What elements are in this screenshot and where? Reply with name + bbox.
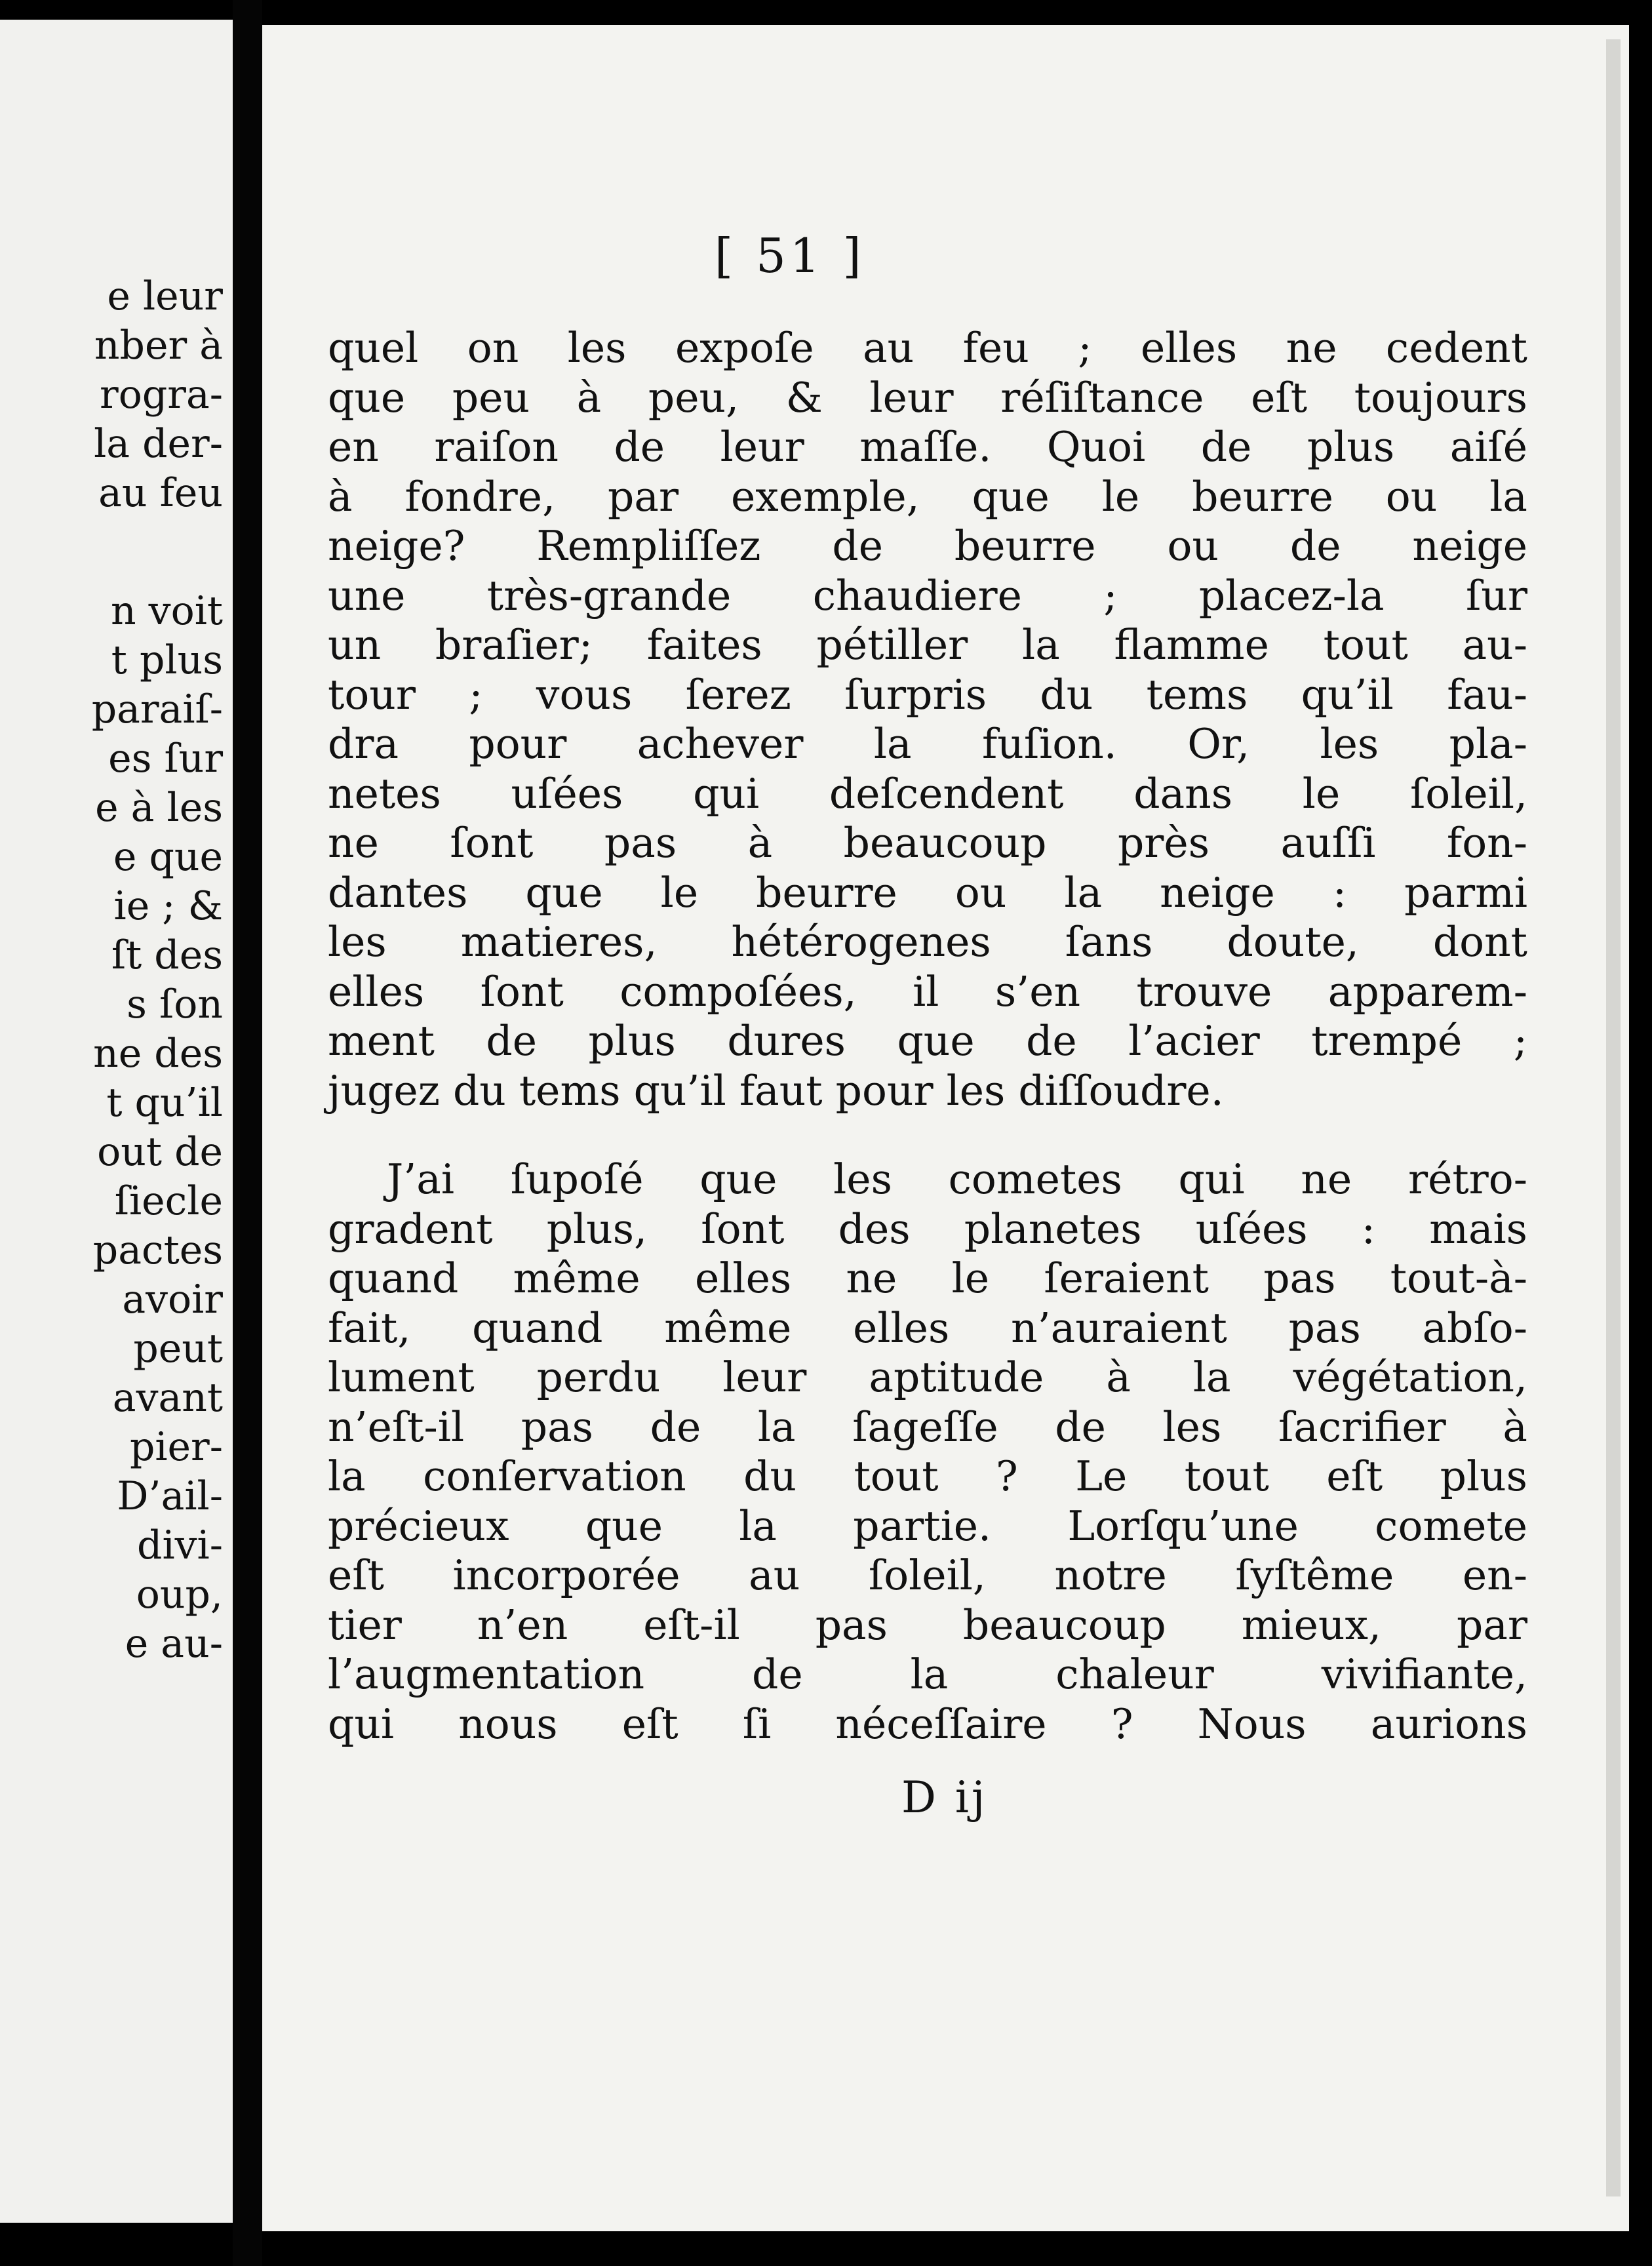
text-line: neige? Rempliſſez de beurre ou de neige bbox=[328, 522, 1527, 570]
left-page-line: pier- bbox=[129, 1424, 223, 1470]
right-page bbox=[262, 25, 1629, 2231]
text-line: gradent plus, ſont des planetes uſées : mais bbox=[328, 1204, 1527, 1253]
left-page-text bbox=[0, 272, 223, 1669]
left-page-line: avoir bbox=[122, 1277, 223, 1322]
text-line: en raiſon de leur maſſe. Quoi de plus aiſé bbox=[328, 423, 1527, 471]
text-line: dra pour achever la fuſion. Or, les pla- bbox=[328, 720, 1527, 768]
text-line: à fondre, par exemple, que le beurre ou la bbox=[328, 472, 1527, 521]
text-line: n’eſt-il pas de la ſageſſe de les ſacrifier à bbox=[328, 1402, 1527, 1451]
left-page-line: peut bbox=[133, 1326, 223, 1372]
left-page-line: es ſur bbox=[108, 736, 223, 782]
text-line: que peu à peu, & leur réſiſtance eſt toujours bbox=[328, 373, 1527, 422]
text-line: J’ai ſupoſé que les cometes qui ne rétro- bbox=[387, 1155, 1527, 1203]
left-page-line: la der- bbox=[94, 421, 223, 467]
left-page-line bbox=[0, 518, 223, 587]
left-page-line: t qu’il bbox=[106, 1080, 223, 1126]
text-line: tour ; vous ſerez ſurpris du tems qu’il fau- bbox=[328, 670, 1527, 719]
left-page-line: t plus bbox=[111, 637, 223, 683]
text-line: eſt incorporée au ſoleil, notre ſyſtême en- bbox=[328, 1551, 1527, 1599]
text-line: lument perdu leur aptitude à la végétation, bbox=[328, 1353, 1527, 1401]
text-line: la conſervation du tout ? Le tout eſt plus bbox=[328, 1452, 1527, 1500]
text-line: les matieres, hétérogenes ſans doute, dont bbox=[328, 918, 1527, 966]
signature-mark: D ij bbox=[901, 1772, 988, 1823]
text-line: fait, quand même elles n’auraient pas abſo- bbox=[328, 1303, 1527, 1352]
book-gutter bbox=[233, 0, 262, 2266]
left-page-line: paraiſ- bbox=[91, 686, 223, 732]
left-page-fragment bbox=[0, 20, 233, 2223]
left-page-line: e à les bbox=[95, 785, 223, 831]
text-line: jugez du tems qu’il faut pour les diſſoudre. bbox=[328, 1066, 1224, 1115]
left-page-line: s ſon bbox=[127, 982, 223, 1027]
paragraph-gap bbox=[328, 1115, 1527, 1155]
text-line: tier n’en eſt-il pas beaucoup mieux, par bbox=[328, 1600, 1527, 1649]
text-line: une très-grande chaudiere ; placez-la ſur bbox=[328, 571, 1527, 620]
text-line: un braſier; faites pétiller la flamme tout au- bbox=[328, 621, 1527, 669]
left-page-line: nber à bbox=[94, 323, 223, 368]
text-line: ne ſont pas à beaucoup près auſſi fon- bbox=[328, 819, 1527, 867]
page-body-text bbox=[328, 323, 1527, 1749]
text-line: qui nous eſt ſi néceſſaire ? Nous aurions bbox=[328, 1700, 1527, 1748]
left-page-line: pactes bbox=[92, 1227, 223, 1273]
left-page-line: e au- bbox=[125, 1621, 223, 1667]
left-page-line: ſiecle bbox=[114, 1178, 223, 1224]
left-page-line: au feu bbox=[98, 470, 223, 516]
paragraph bbox=[328, 323, 1527, 1115]
left-page-line: e que bbox=[113, 834, 223, 880]
left-page-line: ne des bbox=[93, 1031, 223, 1077]
left-page-line: out de bbox=[97, 1129, 223, 1175]
left-page-line: e leur bbox=[107, 273, 223, 319]
text-line: elles ſont compoſées, il s’en trouve apparem- bbox=[328, 967, 1527, 1016]
left-page-line: n voit bbox=[110, 588, 223, 634]
left-page-line: ſt des bbox=[111, 932, 223, 978]
text-line: quand même elles ne le ſeraient pas tout-à- bbox=[328, 1254, 1527, 1302]
left-page-line: avant bbox=[112, 1375, 223, 1421]
text-line: ment de plus dures que de l’acier trempé ; bbox=[328, 1017, 1527, 1065]
text-line: précieux que la partie. Lorſqu’une comete bbox=[328, 1501, 1527, 1550]
page-number-header: [ 51 ] bbox=[715, 228, 865, 283]
left-page-line: ie ; & bbox=[113, 883, 223, 929]
left-page-line: D’ail- bbox=[117, 1473, 223, 1519]
left-page-line: oup, bbox=[136, 1572, 223, 1618]
text-line: l’augmentation de la chaleur vivifiante, bbox=[328, 1650, 1527, 1698]
text-line: netes uſées qui deſcendent dans le ſoleil, bbox=[328, 769, 1527, 818]
text-line: quel on les expoſe au feu ; elles ne cedent bbox=[328, 324, 1527, 372]
text-line: dantes que le beurre ou la neige : parmi bbox=[328, 868, 1527, 917]
left-page-line: divi- bbox=[137, 1522, 223, 1568]
paragraph bbox=[328, 1155, 1527, 1749]
left-page-line: rogra- bbox=[100, 372, 223, 418]
page-edge bbox=[1606, 39, 1621, 2196]
